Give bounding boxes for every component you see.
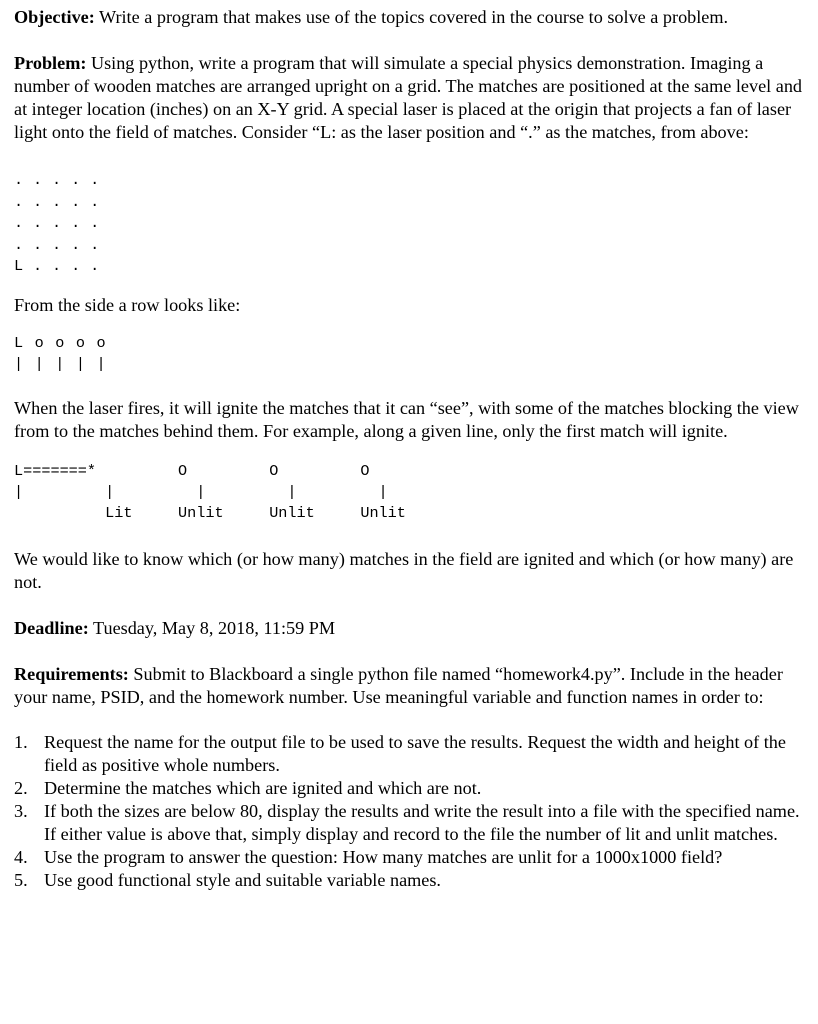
requirements-paragraph <box>14 663 804 709</box>
requirement-number: 4. <box>14 846 28 867</box>
side-view-diagram: L o o o o | | | | | <box>14 333 107 373</box>
laser-fire-paragraph: When the laser fires, it will ignite the matches that it can “see”, with some of the matches blocking the view from to the matches behind them. For example, along a given line, only the first match will ignite. <box>14 397 799 441</box>
objective-paragraph <box>14 6 804 29</box>
requirement-item <box>14 777 804 800</box>
requirement-item <box>14 731 804 777</box>
requirements-label: Requirements: <box>14 663 129 684</box>
problem-label: Problem: <box>14 53 87 73</box>
requirement-number: 2. <box>14 777 28 798</box>
requirement-number: 3. <box>14 800 28 821</box>
objective-text: Write a program that makes use of the topics covered in the course to solve a problem. <box>94 7 729 27</box>
question-paragraph: We would like to know which (or how many) matches in the field are ignited and which (or how many) are not. <box>14 548 794 592</box>
requirement-item <box>14 869 804 892</box>
requirement-text: Use the program to answer the question: How many matches are unlit for a 1000x1000 field? <box>44 846 723 867</box>
side-view-caption: From the side a row looks like: <box>14 294 241 315</box>
objective-label: Objective: <box>14 7 95 27</box>
requirement-item <box>14 846 804 869</box>
requirement-text: Use good functional style and suitable variable names. <box>44 869 441 890</box>
requirement-text: Determine the matches which are ignited and which are not. <box>44 777 482 798</box>
requirement-number: 5. <box>14 869 28 890</box>
deadline-label: Deadline: <box>14 617 89 638</box>
requirements-list <box>14 731 804 892</box>
problem-text: Using python, write a program that will simulate a special physics demonstration. Imaging a number of wooden matches are arranged upright on a grid. The matches are positioned at the same level and at integer location (inches) on an X-Y grid. A special laser is placed at the origin that projects a fan of laser light onto the field of matches. Consider “L: as the laser position and “.” as the matches, from above: <box>14 53 803 142</box>
requirements-text: Submit to Blackboard a single python file named “homework4.py”. Include in the header your name, PSID, and the homework number. Use meaningful variable and function names in order to: <box>14 663 783 707</box>
requirement-text: Request the name for the output file to be used to save the results. Request the width and height of the field as positive whole numbers. <box>44 731 786 775</box>
deadline-text: Tuesday, May 8, 2018, 11:59 PM <box>88 617 336 638</box>
deadline-paragraph <box>14 617 804 640</box>
problem-paragraph <box>14 52 804 144</box>
requirement-text: If both the sizes are below 80, display the results and write the result into a file with the specified name. If either value is above that, simply display and record to the file the number of lit and unlit matches. <box>44 800 800 844</box>
requirement-number: 1. <box>14 731 28 752</box>
requirement-item <box>14 800 804 846</box>
document-page <box>14 6 804 892</box>
grid-top-view-diagram: . . . . . . . . . . . . . . . . . . . . L . . . . <box>14 171 100 275</box>
lit-unlit-diagram: L=======* O O O | | | | | Lit Unlit Unlit Unlit <box>14 461 406 522</box>
